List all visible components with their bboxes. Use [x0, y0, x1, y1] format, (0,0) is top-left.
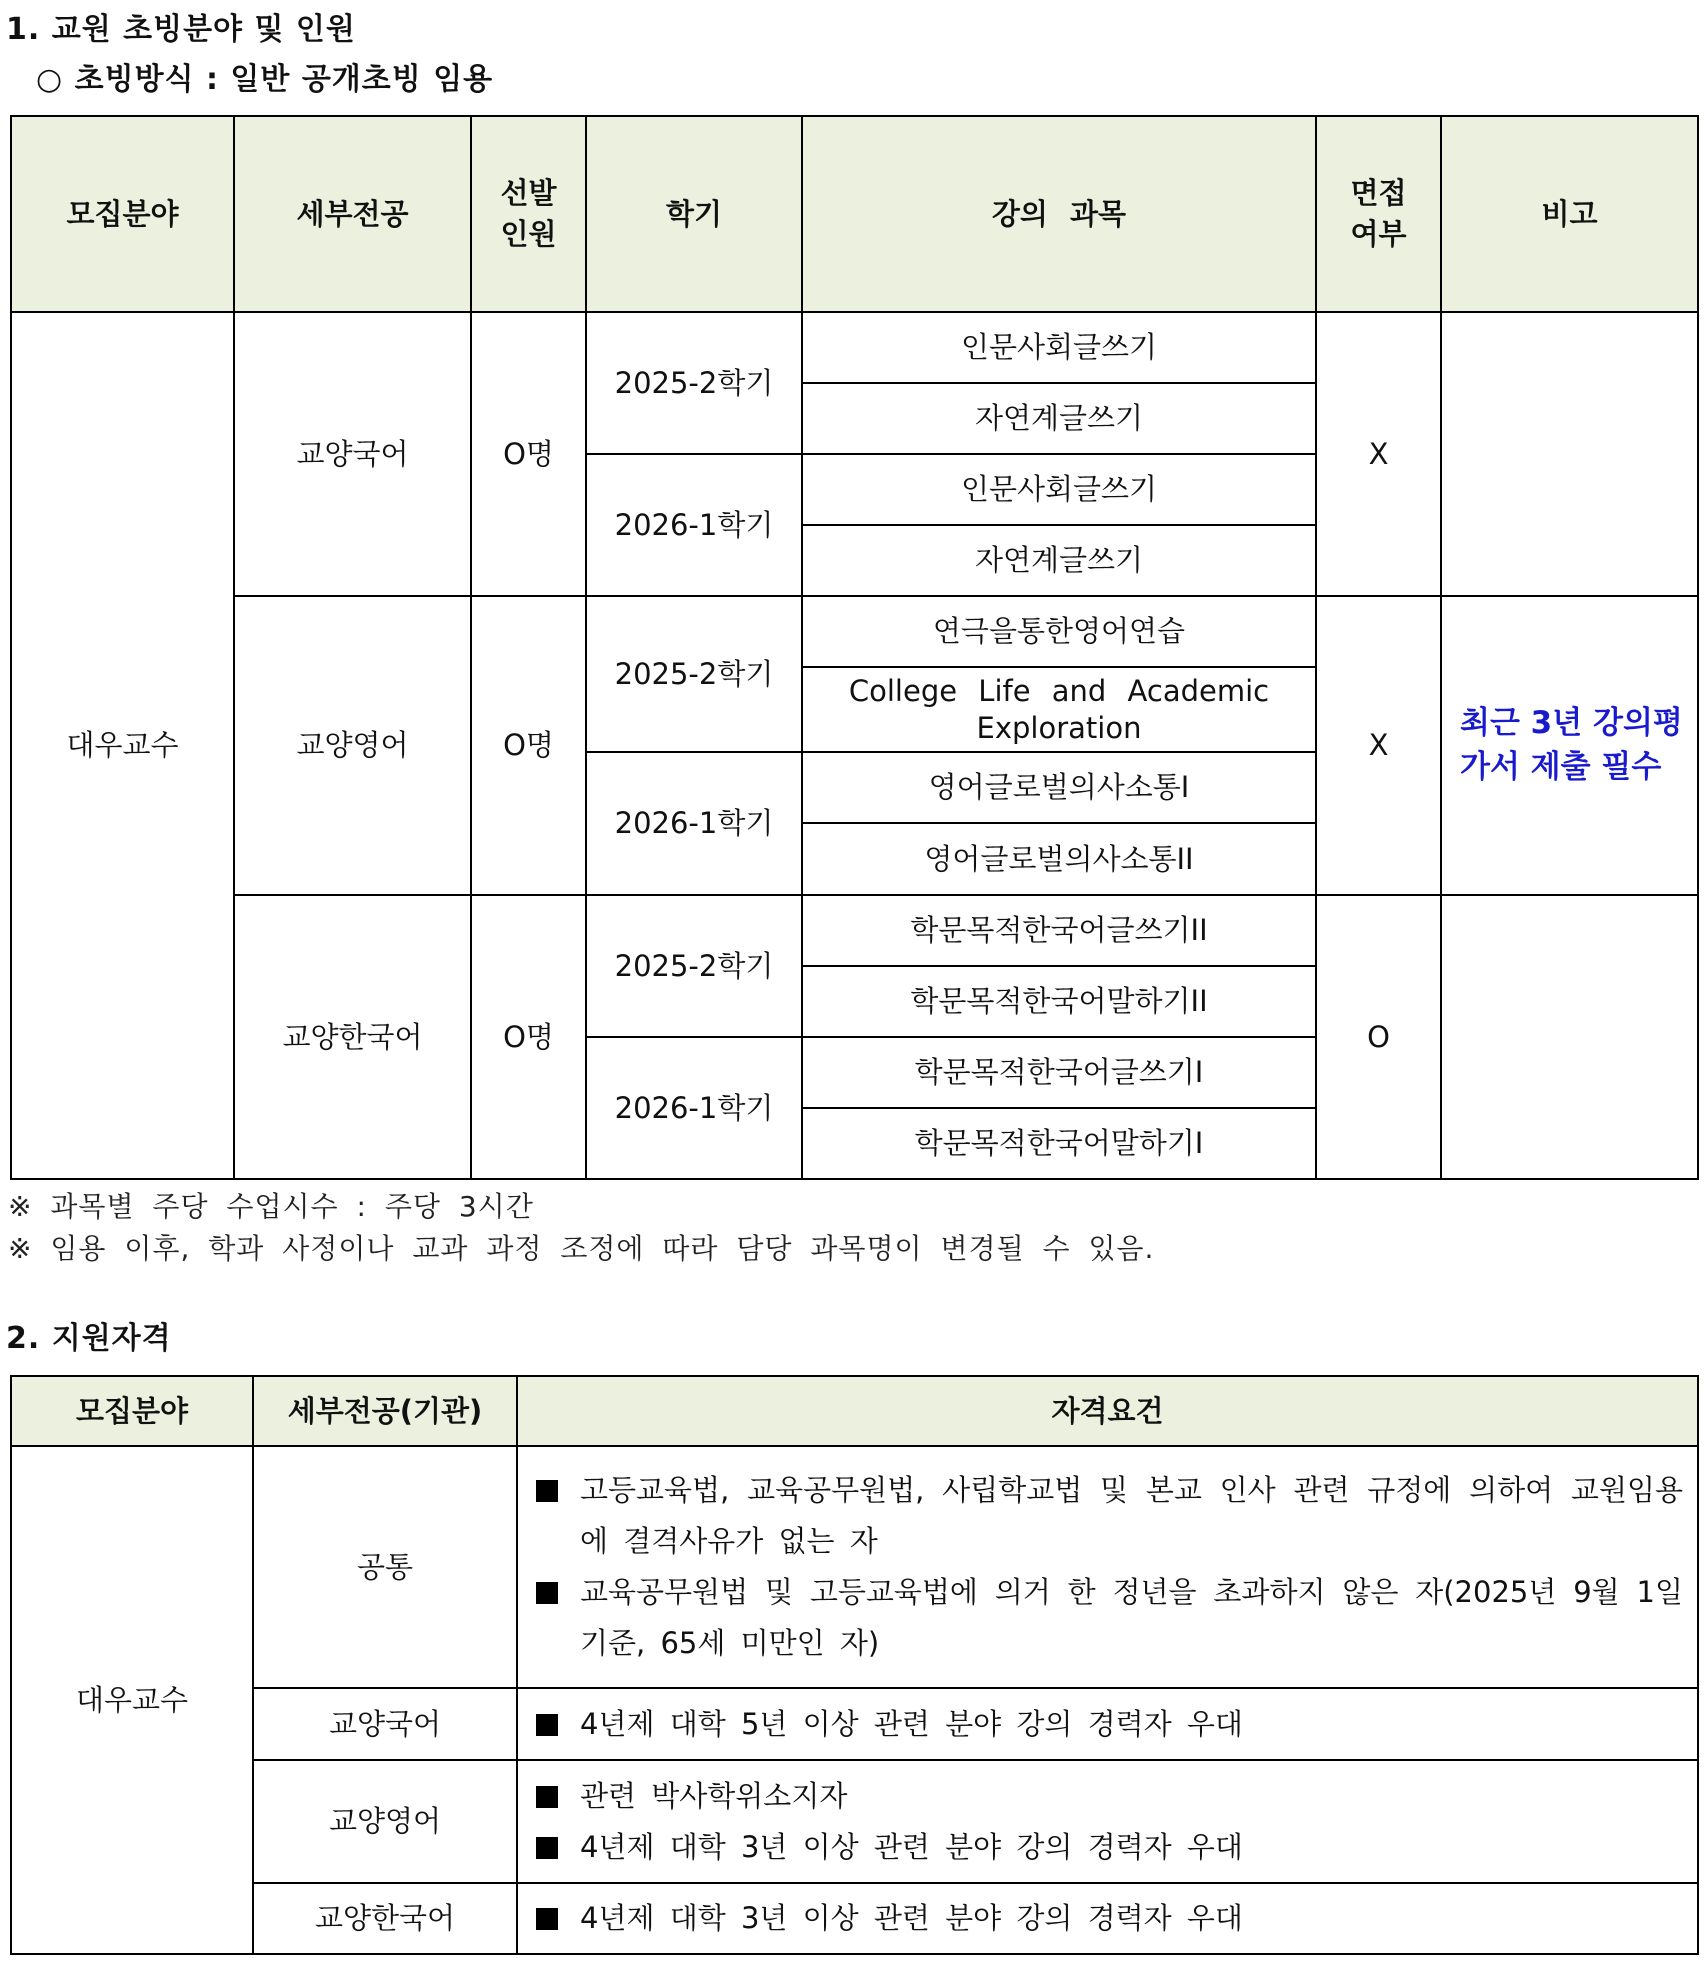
header-interview: 면접 여부	[1316, 116, 1441, 312]
header-major-org: 세부전공(기관)	[253, 1376, 517, 1446]
semester-cell: 2025-2학기	[586, 312, 802, 454]
remark-cell: 최근 3년 강의평가서 제출 필수	[1441, 596, 1698, 895]
course-cell: 학문목적한국어글쓰기II	[802, 895, 1316, 966]
header-requirements: 자격요건	[517, 1376, 1698, 1446]
course-cell: 학문목적한국어말하기I	[802, 1108, 1316, 1179]
major-cell: 교양한국어	[234, 895, 471, 1179]
requirements-cell	[517, 1883, 1698, 1954]
semester-cell: 2025-2학기	[586, 596, 802, 752]
semester-cell: 2025-2학기	[586, 895, 802, 1037]
course-cell: 연극을통한영어연습	[802, 596, 1316, 667]
requirement-item: 4년제 대학 3년 이상 관련 분야 강의 경력자 우대	[536, 1893, 1683, 1944]
interview-cell: O	[1316, 895, 1441, 1179]
count-cell: O명	[471, 895, 586, 1179]
bullet-square-icon	[536, 1480, 558, 1502]
bullet-square-icon	[536, 1786, 558, 1808]
header-field: 모집분야	[11, 1376, 253, 1446]
bullet-square-icon	[536, 1837, 558, 1859]
major-cell: 공통	[253, 1446, 517, 1688]
header-field: 모집분야	[11, 116, 234, 312]
course-cell: 영어글로벌의사소통II	[802, 823, 1316, 895]
header-course: 강의 과목	[802, 116, 1316, 312]
requirements-cell	[517, 1688, 1698, 1760]
header-count: 선발 인원	[471, 116, 586, 312]
requirement-item: 고등교육법, 교육공무원법, 사립학교법 및 본교 인사 관련 규정에 의하여 교원임용에 결격사유가 없는 자	[536, 1465, 1683, 1567]
remark-cell	[1441, 895, 1698, 1179]
course-cell: 자연계글쓰기	[802, 525, 1316, 596]
semester-cell: 2026-1학기	[586, 752, 802, 895]
bullet-square-icon	[536, 1714, 558, 1736]
section2-heading: 2. 지원자격	[6, 1321, 172, 1356]
semester-cell: 2026-1학기	[586, 1037, 802, 1179]
requirement-item: 4년제 대학 5년 이상 관련 분야 강의 경력자 우대	[536, 1699, 1683, 1750]
course-cell: 학문목적한국어글쓰기I	[802, 1037, 1316, 1108]
semester-cell: 2026-1학기	[586, 454, 802, 596]
requirements-cell	[517, 1760, 1698, 1883]
bullet-square-icon	[536, 1908, 558, 1930]
course-cell: 인문사회글쓰기	[802, 312, 1316, 383]
qualification-table	[10, 1375, 1699, 1955]
major-cell: 교양영어	[234, 596, 471, 895]
course-cell: 자연계글쓰기	[802, 383, 1316, 454]
course-cell: 인문사회글쓰기	[802, 454, 1316, 525]
requirement-item: 교육공무원법 및 고등교육법에 의거 한 정년을 초과하지 않은 자(2025년 9월 1일 기준, 65세 미만인 자)	[536, 1567, 1683, 1669]
field-cell: 대우교수	[11, 312, 234, 1179]
interview-cell: X	[1316, 312, 1441, 596]
hiring-table	[10, 115, 1699, 1180]
hiring-method: ○ 초빙방식 : 일반 공개초빙 임용	[36, 62, 494, 97]
header-semester: 학기	[586, 116, 802, 312]
interview-cell: X	[1316, 596, 1441, 895]
course-cell: 영어글로벌의사소통I	[802, 752, 1316, 823]
count-cell: O명	[471, 596, 586, 895]
course-cell: College Life and Academic Exploration	[802, 667, 1316, 752]
bullet-square-icon	[536, 1582, 558, 1604]
requirement-item: 4년제 대학 3년 이상 관련 분야 강의 경력자 우대	[536, 1822, 1683, 1873]
major-cell: 교양국어	[253, 1688, 517, 1760]
course-cell: 학문목적한국어말하기II	[802, 966, 1316, 1037]
count-cell: O명	[471, 312, 586, 596]
header-major: 세부전공	[234, 116, 471, 312]
major-cell: 교양국어	[234, 312, 471, 596]
note-hours: ※ 과목별 주당 수업시수 : 주당 3시간	[8, 1190, 534, 1223]
requirement-item: 관련 박사학위소지자	[536, 1771, 1683, 1822]
requirements-cell	[517, 1446, 1698, 1688]
major-cell: 교양영어	[253, 1760, 517, 1883]
field-cell: 대우교수	[11, 1446, 253, 1954]
major-cell: 교양한국어	[253, 1883, 517, 1954]
header-remark: 비고	[1441, 116, 1698, 312]
section1-heading: 1. 교원 초빙분야 및 인원	[6, 12, 356, 47]
note-course-change: ※ 임용 이후, 학과 사정이나 교과 과정 조정에 따라 담당 과목명이 변경될 수 있음.	[8, 1232, 1155, 1265]
remark-cell	[1441, 312, 1698, 596]
